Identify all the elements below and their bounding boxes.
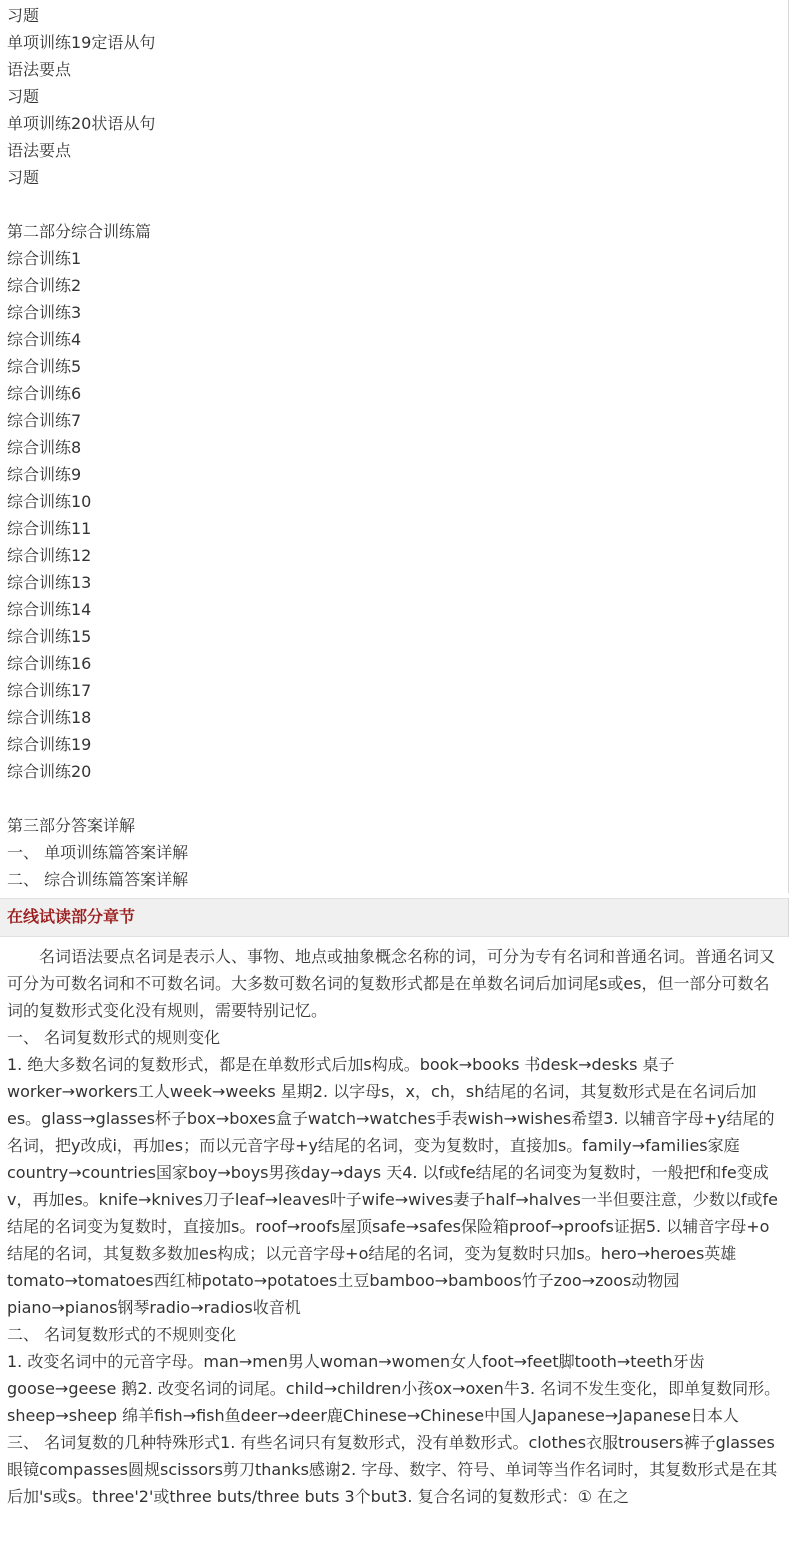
reading-paragraph: 1. 绝大多数名词的复数形式，都是在单数形式后加s构成。book→books 书desk→desks 桌子worker→workers工人week→weeks 星期2. 以字母s，x，ch，sh结尾的名词，其复数形式是在名词后加es。glass→glasses杯子box→boxes盒子watch→watches手表wish→wishes希望3. 以辅音字母+y结尾的名词，把y改成i，再加es；而以元音字母+y结尾的名词，变为复数时，直接加s。family→families家庭country→countries国家boy→boys男孩day→days 天4. 以f或fe结尾的名词变为复数时，一般把f和fe变成v，再加es。knife→knives刀子leaf→leaves叶子wife→wives妻子half→halves一半但要注意，少数以f或fe结尾的名词变为复数时，直接加s。roof→roofs屋顶safe→safes保险箱proof→proofs证据5. 以辅音字母+o结尾的名词，其复数多数加es构成；以元音字母+o结尾的名词，变为复数时只加s。hero→heroes英雄tomato→tomatoes西红柿potato→potatoes土豆bamboo→bamboos竹子zoo→zoos动物园piano→pianos钢琴radio→radios收音机: [7, 1055, 778, 1317]
toc-item[interactable]: 习题: [7, 87, 40, 106]
toc-part-title[interactable]: 第三部分答案详解: [7, 816, 136, 835]
reading-content: [7, 943, 785, 1510]
toc-item[interactable]: 综合训练13: [7, 573, 92, 592]
toc-item[interactable]: 综合训练7: [7, 411, 82, 430]
toc-item[interactable]: 综合训练4: [7, 330, 82, 349]
toc-item[interactable]: 综合训练6: [7, 384, 82, 403]
toc-item[interactable]: 二、 综合训练篇答案详解: [7, 870, 189, 889]
toc-item[interactable]: 综合训练18: [7, 708, 92, 727]
toc-item[interactable]: 习题: [7, 6, 40, 25]
toc-spacer: [0, 785, 788, 812]
toc-item[interactable]: 习题: [7, 168, 40, 187]
toc-item[interactable]: 综合训练2: [7, 276, 82, 295]
section-title: 在线试读部分章节: [7, 907, 136, 926]
toc-part2-list: [0, 245, 788, 785]
toc-item[interactable]: 语法要点: [7, 60, 72, 79]
reading-paragraph: 1. 改变名词中的元音字母。man→men男人woman→women女人foot→feet脚tooth→teeth牙齿goose→geese 鹅2. 改变名词的词尾。child→children小孩ox→oxen牛3. 名词不发生变化，即单复数同形。sheep→sheep 绵羊fish→fish鱼deer→deer鹿Chinese→Chinese中国人Japanese→Japanese日本人: [7, 1352, 781, 1425]
online-reading-header: [0, 898, 789, 937]
toc-item[interactable]: 综合训练10: [7, 492, 92, 511]
toc-item[interactable]: 综合训练5: [7, 357, 82, 376]
toc-item[interactable]: 综合训练20: [7, 762, 92, 781]
toc-item[interactable]: 单项训练20状语从句: [7, 114, 156, 133]
reading-heading: 二、 名词复数形式的不规则变化: [7, 1325, 237, 1344]
toc-item[interactable]: 单项训练19定语从句: [7, 33, 156, 52]
toc-item[interactable]: 综合训练17: [7, 681, 92, 700]
toc-item[interactable]: 综合训练15: [7, 627, 92, 646]
toc-part-title[interactable]: 第二部分综合训练篇: [7, 222, 152, 241]
toc-item[interactable]: 综合训练9: [7, 465, 82, 484]
toc-item[interactable]: 一、 单项训练篇答案详解: [7, 843, 189, 862]
toc-item[interactable]: 综合训练16: [7, 654, 92, 673]
toc-item[interactable]: 综合训练14: [7, 600, 92, 619]
toc-item[interactable]: 语法要点: [7, 141, 72, 160]
toc-item[interactable]: 综合训练19: [7, 735, 92, 754]
toc-item[interactable]: 综合训练8: [7, 438, 82, 457]
toc-spacer: [0, 191, 788, 218]
toc-item[interactable]: 综合训练1: [7, 249, 82, 268]
reading-paragraph: 三、 名词复数的几种特殊形式1. 有些名词只有复数形式，没有单数形式。clothes衣服trousers裤子glasses眼镜compasses圆规scissors剪刀thanks感谢2. 字母、数字、符号、单词等当作名词时，其复数形式是在其后加's或s。three'2'或three buts/three buts 3个but3. 复合名词的复数形式：① 在之: [7, 1433, 778, 1506]
toc-item[interactable]: 综合训练12: [7, 546, 92, 565]
reading-heading: 一、 名词复数形式的规则变化: [7, 1028, 221, 1047]
reading-paragraph: 名词语法要点名词是表示人、事物、地点或抽象概念名称的词，可分为专有名词和普通名词。普通名词又可分为可数名词和不可数名词。大多数可数名词的复数形式都是在单数名词后加词尾s或es，但一部分可数名词的复数形式变化没有规则，需要特别记忆。: [7, 947, 776, 1020]
toc-item[interactable]: 综合训练11: [7, 519, 92, 538]
toc-item[interactable]: 综合训练3: [7, 303, 82, 322]
